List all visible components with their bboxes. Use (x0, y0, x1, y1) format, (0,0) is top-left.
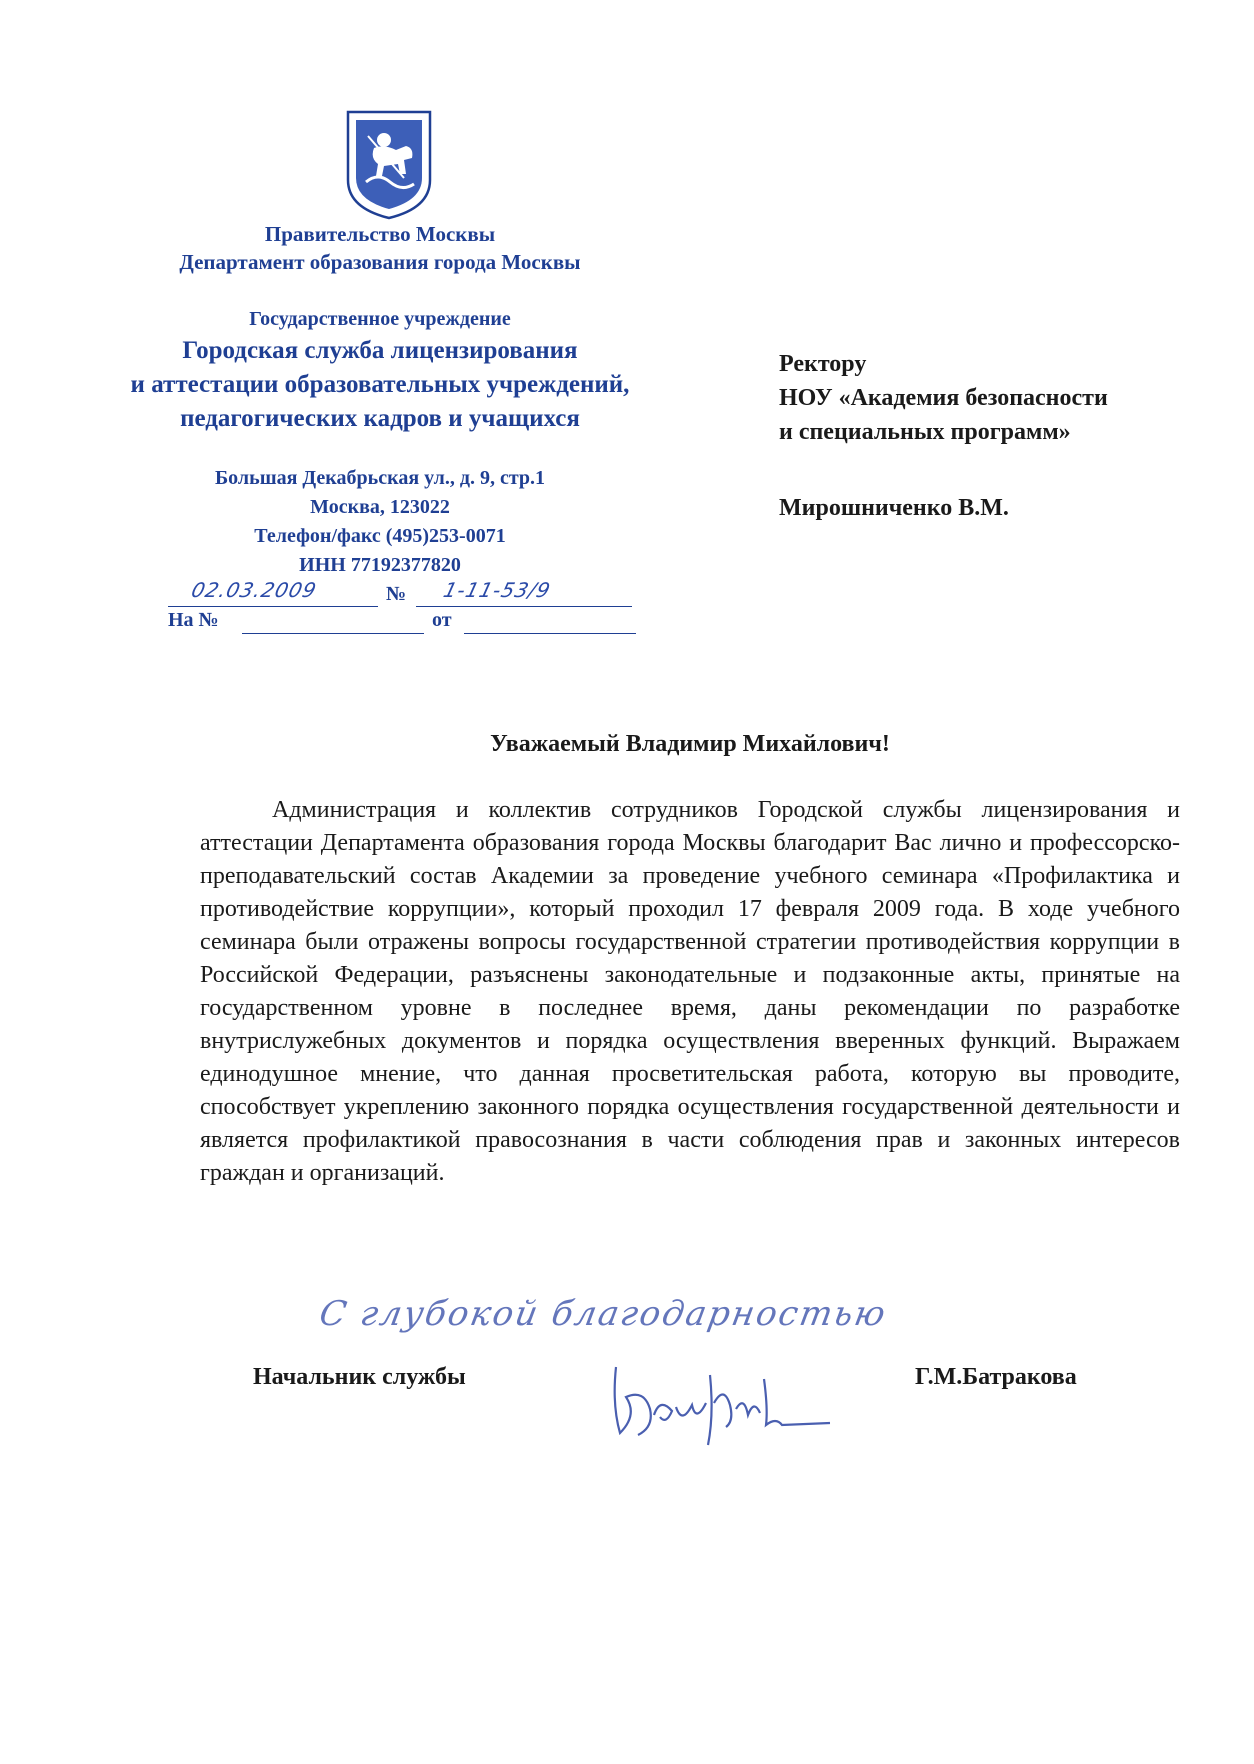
letter-body: Администрация и коллектив сотрудников Городской службы лицензирования и аттестации Департамента образования города Москвы благодарит Вас лично и профессорско-преподавательский состав Академии за проведение учебного семинара «Профилактика и противодействие коррупции», который проходил 17 февраля 2009 года. В ходе учебного семинара были отражены вопросы государственной стратегии противодействия коррупции в Российской Федерации, разъяснены законодательные и подзаконные акты, принятые на государственном уровне в последнее время, даны рекомендации по разработке внутрислужебных документов и порядка осуществления вверенных функций. Выражаем единодушное мнение, что данная просветительская работа, которую вы проводите, способствует укреплению законного порядка осуществления государственной деятельности и является профилактикой правосознания в части соблюдения прав и законных интересов граждан и организаций. (200, 797, 1180, 1186)
outgoing-date: 02.03.2009 (189, 578, 320, 602)
institution-type: Государственное учреждение (249, 308, 511, 330)
handwritten-note: С глубокой благодарностью (316, 1294, 891, 1334)
greeting: Уважаемый Владимир Михайлович! (490, 731, 890, 757)
from-underline (464, 633, 636, 634)
government-name: Правительство Москвы (264, 222, 496, 246)
addressee-line: и специальных программ» (779, 419, 1071, 445)
address-block (110, 464, 650, 580)
department-name: Департамент образования города Москвы (179, 250, 581, 274)
letterhead-government-block (110, 220, 650, 276)
address-street: Большая Декабрьская ул., д. 9, стр.1 (214, 467, 546, 489)
address-inn: ИНН 77192377820 (299, 554, 461, 576)
service-name-line: педагогических кадров и учащихся (180, 405, 580, 432)
outgoing-number: 1-11-53/9 (441, 578, 554, 602)
service-name-block (110, 334, 650, 436)
service-name-line: Городская служба лицензирования (182, 337, 578, 364)
signature-icon (598, 1345, 838, 1450)
addressee-line: Ректору (779, 351, 867, 377)
from-label: от (432, 609, 452, 631)
reference-underline (242, 633, 424, 634)
number-underline (416, 606, 632, 607)
signatory-position: Начальник службы (253, 1364, 466, 1390)
address-city: Москва, 123022 (310, 496, 450, 518)
address-phone: Телефон/факс (495)253-0071 (254, 525, 506, 547)
service-name-line: и аттестации образовательных учреждений, (130, 371, 630, 398)
moscow-coat-of-arms-icon (344, 108, 434, 220)
addressee-name: Мирошниченко В.М. (779, 495, 1009, 521)
addressee-block (779, 347, 1219, 525)
addressee-line: НОУ «Академия безопасности (779, 385, 1108, 411)
signatory-name: Г.М.Батракова (915, 1364, 1077, 1390)
number-label: № (386, 583, 407, 605)
date-underline (168, 606, 378, 607)
reference-label: На № (168, 609, 219, 631)
